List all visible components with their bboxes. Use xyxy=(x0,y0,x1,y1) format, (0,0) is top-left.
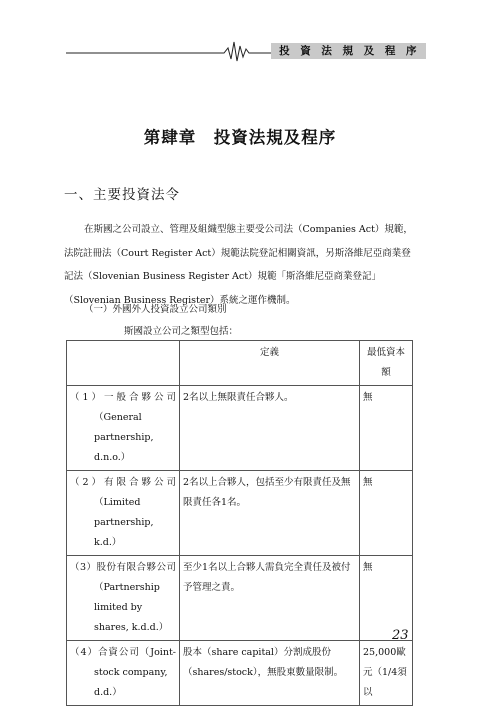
cell-min-capital: 25,000歐元（1/4須以 xyxy=(360,641,413,706)
subheading: （一）外國外人投資設立公司類別 xyxy=(84,304,227,315)
header-cell-definition: 定義 xyxy=(180,341,360,386)
page-number: 23 xyxy=(392,628,409,643)
cell-definition: 至少1名以上合夥人需負完全責任及被付予管理之責。 xyxy=(180,556,360,641)
company-type-english: （Limited partnership, k.d.） xyxy=(94,497,154,548)
cell-definition: 股本（share capital）分割成股份（shares/stock），無股東數量限制。 xyxy=(180,641,360,706)
cell-min-capital: 無 xyxy=(360,386,413,471)
table-row xyxy=(67,641,413,706)
table-header-row xyxy=(67,341,413,386)
section-heading: 一、主要投資法令 xyxy=(64,187,180,203)
table-row xyxy=(67,471,413,556)
running-header xyxy=(66,38,426,64)
company-type-english: （Partnership limited by shares, k.d.d.） xyxy=(94,582,169,633)
company-type-name: （2）有限合夥公司 xyxy=(70,477,176,488)
cell-company-type xyxy=(67,556,180,641)
body-paragraph xyxy=(64,218,414,312)
chapter-title: 第肆章 投資法規及程序 xyxy=(143,128,337,147)
cell-company-type xyxy=(67,641,180,706)
company-type-name: （1）一般合夥公司 xyxy=(70,392,176,403)
cell-definition: 2名以上合夥人，包括至少有限責任及無限責任各1名。 xyxy=(180,471,360,556)
cell-min-capital: 無 xyxy=(360,556,413,641)
paragraph-text: 在斯國之公司設立、管理及組織型態主要受公司法（Companies Act）規範，法院註冊法（Court Register Act）規範法院登記相關資訊，另斯洛維尼亞商業登記法（Slovenian Business Register Act）規範「斯洛維尼亞商業登記」（Slovenian Business Register）系統之運作機制。 xyxy=(64,224,413,306)
table-row xyxy=(67,556,413,641)
cell-min-capital: 無 xyxy=(360,471,413,556)
header-cell-min-capital: 最低資本額 xyxy=(360,341,413,386)
cell-company-type xyxy=(67,471,180,556)
company-type-name: （3）股份有限合夥公司 xyxy=(70,562,176,573)
header-section-tag: 投 資 法 規 及 程 序 xyxy=(271,43,426,59)
company-type-english: （General partnership, d.n.o.） xyxy=(94,412,154,463)
company-type-english: stock company, d.d.） xyxy=(94,667,168,698)
cell-company-type xyxy=(67,386,180,471)
cell-definition: 2名以上無限責任合夥人。 xyxy=(180,386,360,471)
company-type-name: （4）合資公司（Joint- xyxy=(70,647,176,658)
table-row xyxy=(67,386,413,471)
company-types-table xyxy=(66,340,413,706)
header-cell-type xyxy=(67,341,180,386)
table-caption: 斯國設立公司之類型包括： xyxy=(124,326,239,337)
